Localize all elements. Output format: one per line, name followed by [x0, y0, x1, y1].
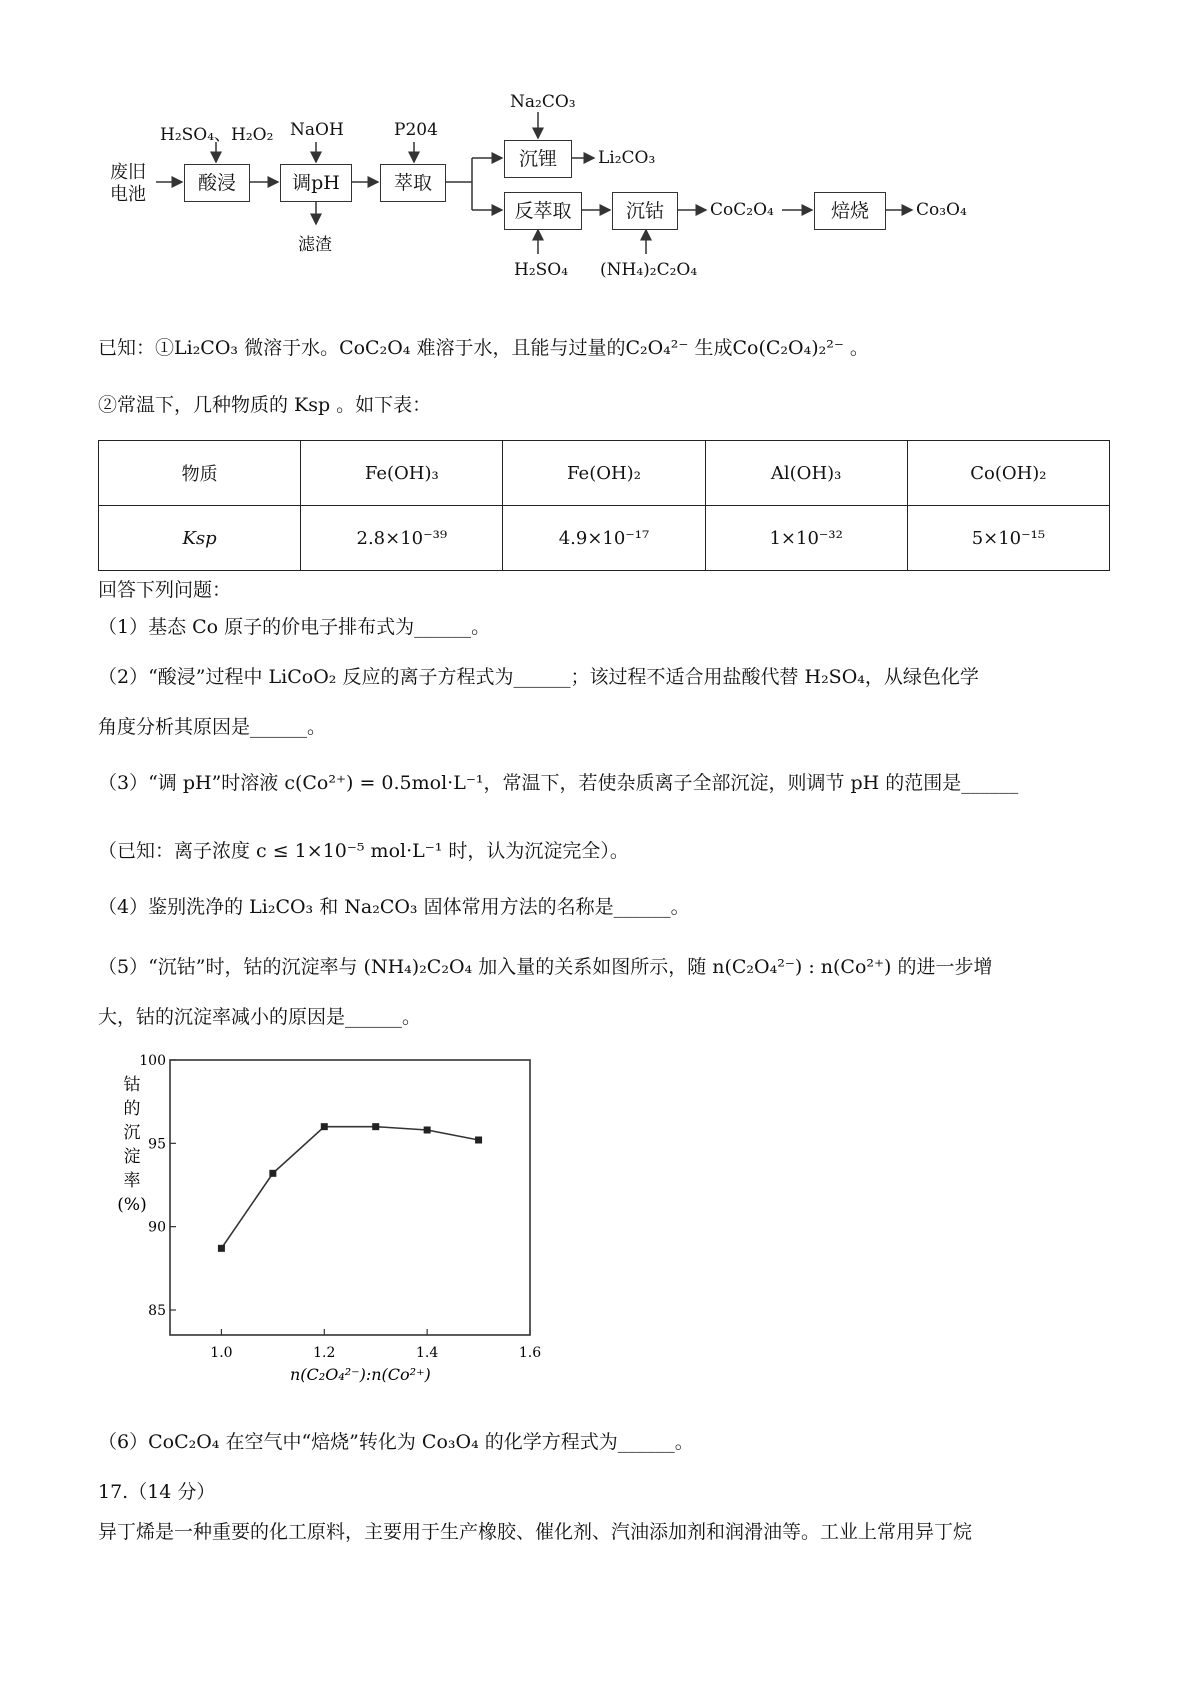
answer-intro: 回答下列问题： — [98, 579, 232, 601]
question-17-text: 异丁烯是一种重要的化工原料，主要用于生产橡胶、催化剂、汽油添加剂和润滑油等。工业上常用异丁烷 — [98, 1521, 973, 1543]
step-adjust-ph: 调pH — [280, 164, 352, 202]
x-tick-label: 1.2 — [313, 1345, 336, 1361]
series-line — [221, 1127, 478, 1249]
x-tick-label: 1.4 — [416, 1345, 439, 1361]
question-5-line2: 大，钴的沉淀率减小的原因是______。 — [98, 1006, 422, 1028]
question-3-line1: （3）“调 pH”时溶液 c(Co²⁺) = 0.5mol·L⁻¹，常温下，若使杂质离子全部沉淀，则调节 pH 的范围是______ — [98, 772, 1019, 794]
data-point — [218, 1245, 225, 1252]
y-label-char: (%) — [117, 1195, 147, 1215]
precipitation-rate-chart — [110, 1050, 560, 1400]
question-6: （6）CoC₂O₄ 在空气中“焙烧”转化为 Co₃O₄ 的化学方程式为______。 — [98, 1431, 694, 1453]
y-label-char: 的 — [123, 1099, 141, 1119]
table-header-cell: 物质 — [99, 441, 301, 506]
x-tick-label: 1.6 — [518, 1345, 542, 1361]
step-li-precip: 沉锂 — [504, 140, 572, 178]
table-header-cell: Al(OH)₃ — [705, 441, 907, 506]
table-header-cell: Fe(OH)₂ — [503, 441, 705, 506]
output-residue: 滤渣 — [298, 235, 332, 255]
table-header-cell: Fe(OH)₃ — [301, 441, 503, 506]
flow-input-line2: 电池 — [110, 184, 146, 205]
y-tick-label: 100 — [139, 1053, 166, 1069]
question-2-line2: 角度分析其原因是______。 — [98, 716, 327, 738]
data-point — [475, 1137, 482, 1144]
reagent-p204: P204 — [394, 120, 438, 140]
flow-input — [110, 162, 146, 206]
known-1: 已知：①Li₂CO₃ 微溶于水。CoC₂O₄ 难溶于水，且能与过量的C₂O₄²⁻ 生成Co(C₂O₄)₂²⁻ 。 — [98, 337, 869, 359]
table-cell: 1×10⁻³² — [705, 506, 907, 571]
y-tick-label: 85 — [148, 1303, 166, 1319]
y-label-char: 淀 — [123, 1147, 141, 1167]
process-flow-diagram — [110, 92, 1060, 307]
question-1: （1）基态 Co 原子的价电子排布式为______。 — [98, 616, 491, 638]
table-row — [99, 441, 1110, 506]
question-5-line1: （5）“沉钴”时，钴的沉淀率与 (NH₄)₂C₂O₄ 加入量的关系如图所示，随 n(C₂O₄²⁻) : n(Co²⁺) 的进一步增 — [98, 956, 993, 978]
data-point — [372, 1123, 379, 1130]
question-17-title: 17.（14 分） — [98, 1481, 216, 1503]
reagent-acid: H₂SO₄、H₂O₂ — [160, 125, 274, 145]
output-li2co3: Li₂CO₃ — [598, 148, 656, 168]
y-label-char: 沉 — [123, 1123, 141, 1143]
ksp-table — [98, 440, 1110, 571]
data-point — [424, 1127, 431, 1134]
question-4: （4）鉴别洗净的 Li₂CO₃ 和 Na₂CO₃ 固体常用方法的名称是______。 — [98, 896, 690, 918]
output-coc2o4: CoC₂O₄ — [710, 200, 774, 220]
output-co3o4: Co₃O₄ — [916, 200, 967, 220]
step-acid-leach: 酸浸 — [184, 164, 250, 202]
y-axis-label — [117, 1075, 146, 1215]
step-roast: 焙烧 — [814, 192, 886, 230]
table-header-cell: Co(OH)₂ — [907, 441, 1109, 506]
question-2-line1: （2）“酸浸”过程中 LiCoO₂ 反应的离子方程式为______；该过程不适合用盐酸代替 H₂SO₄，从绿色化学 — [98, 666, 979, 688]
y-tick-label: 90 — [148, 1219, 166, 1236]
table-row — [99, 506, 1110, 571]
y-tick-label: 95 — [148, 1136, 166, 1153]
step-co-precip: 沉钴 — [612, 192, 678, 230]
plot-frame — [170, 1060, 530, 1335]
table-cell: 5×10⁻¹⁵ — [907, 506, 1109, 571]
data-point — [321, 1123, 328, 1130]
data-point — [269, 1170, 276, 1177]
table-cell: Ksp — [99, 506, 301, 571]
reagent-h2so4-back: H₂SO₄ — [514, 260, 569, 280]
reagent-naoh: NaOH — [290, 120, 344, 140]
y-label-char: 率 — [123, 1171, 141, 1191]
step-back-extract: 反萃取 — [504, 192, 582, 230]
reagent-na2co3: Na₂CO₃ — [510, 92, 576, 112]
x-axis-label: n(C₂O₄²⁻):n(Co²⁺) — [290, 1365, 431, 1384]
step-extract: 萃取 — [380, 164, 446, 202]
x-axis-ticks — [210, 1329, 541, 1361]
data-points — [218, 1123, 482, 1252]
y-label-char: 钴 — [123, 1075, 141, 1095]
flow-input-line1: 废旧 — [110, 162, 146, 183]
table-cell: 2.8×10⁻³⁹ — [301, 506, 503, 571]
question-3-line2: （已知：离子浓度 c ≤ 1×10⁻⁵ mol·L⁻¹ 时，认为沉淀完全）。 — [98, 840, 629, 862]
x-tick-label: 1.0 — [210, 1345, 233, 1361]
reagent-ammonium-oxalate: (NH₄)₂C₂O₄ — [600, 260, 698, 280]
known-2: ②常温下，几种物质的 Ksp 。如下表： — [98, 394, 432, 416]
table-cell: 4.9×10⁻¹⁷ — [503, 506, 705, 571]
